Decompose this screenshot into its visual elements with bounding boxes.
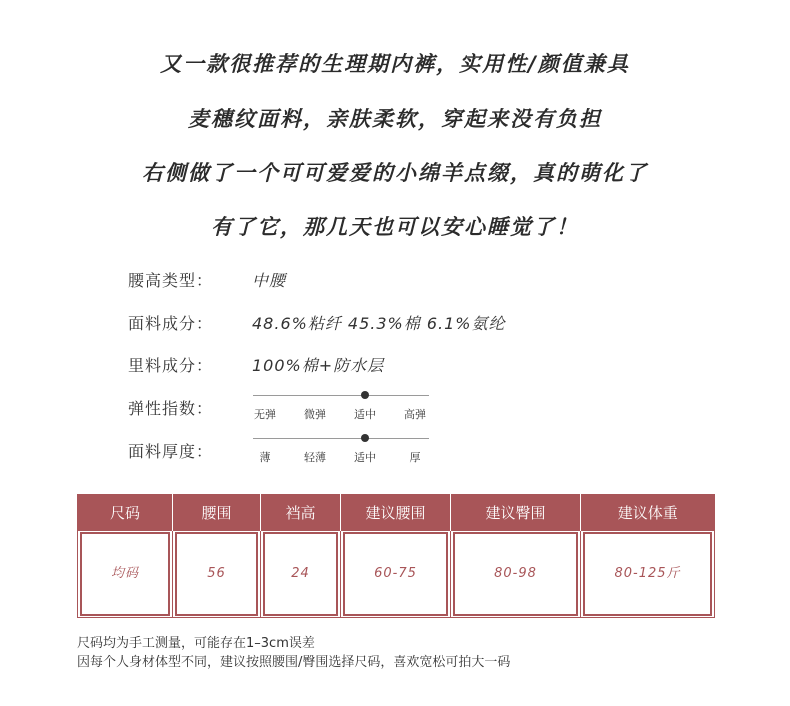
cell-value: 80-125斤	[583, 532, 712, 616]
scale-tick: 薄	[259, 451, 271, 464]
cell-waist	[173, 531, 261, 618]
headline-2: 麦穗纹面料，亲肤柔软，穿起来没有负担	[188, 107, 602, 131]
scale-tick: 无弹	[254, 408, 276, 421]
scale-tick: 轻薄	[304, 451, 326, 464]
header-suggested-waist: 建议腰围	[341, 494, 451, 531]
spec-value: 48.6%粘纤 45.3%棉 6.1%氨纶	[252, 314, 506, 333]
cell-suggested-waist	[341, 531, 451, 618]
header-suggested-weight: 建议体重	[581, 494, 715, 531]
header-rise: 裆高	[261, 494, 341, 531]
table-header-row	[78, 494, 715, 531]
size-table	[77, 494, 715, 618]
spec-label: 里料成分：	[128, 356, 214, 375]
scale-tick: 微弹	[304, 408, 326, 421]
note-measurement: 尺码均为手工测量，可能存在1–3cm误差	[77, 636, 315, 651]
spec-label: 面料厚度：	[128, 442, 214, 461]
cell-value: 24	[263, 532, 338, 616]
scale-marker	[361, 391, 369, 399]
scale-marker	[361, 434, 369, 442]
headline-1: 又一款很推荐的生理期内裤，实用性/颜值兼具	[160, 52, 630, 76]
spec-value: 100%棉+防水层	[252, 356, 385, 375]
spec-label: 弹性指数：	[128, 399, 214, 418]
cell-rise	[261, 531, 341, 618]
scale-tick: 适中	[354, 451, 376, 464]
scale-tick: 适中	[354, 408, 376, 421]
scale-line	[253, 438, 429, 439]
scale-line	[253, 395, 429, 396]
header-size: 尺码	[78, 494, 173, 531]
thickness-scale	[253, 432, 429, 466]
cell-value: 80-98	[453, 532, 578, 616]
cell-value: 均码	[80, 532, 170, 616]
cell-value: 60-75	[343, 532, 448, 616]
spec-value: 中腰	[252, 271, 287, 290]
note-size-advice: 因每个人身材体型不同，建议按照腰围/臀围选择尺码，喜欢宽松可拍大一码	[77, 655, 511, 670]
cell-suggested-weight	[581, 531, 715, 618]
headline-3: 右侧做了一个可可爱爱的小绵羊点缀，真的萌化了	[142, 161, 648, 185]
header-suggested-hip: 建议臀围	[451, 494, 581, 531]
headline-4: 有了它，那几天也可以安心睡觉了！	[211, 215, 579, 239]
spec-label: 面料成分：	[128, 314, 214, 333]
scale-tick: 高弹	[404, 408, 426, 421]
header-waist: 腰围	[173, 494, 261, 531]
spec-label: 腰高类型：	[128, 271, 214, 290]
elasticity-scale	[253, 389, 429, 423]
table-row	[78, 531, 715, 618]
scale-tick: 厚	[409, 451, 421, 464]
cell-size	[78, 531, 173, 618]
cell-suggested-hip	[451, 531, 581, 618]
cell-value: 56	[175, 532, 258, 616]
